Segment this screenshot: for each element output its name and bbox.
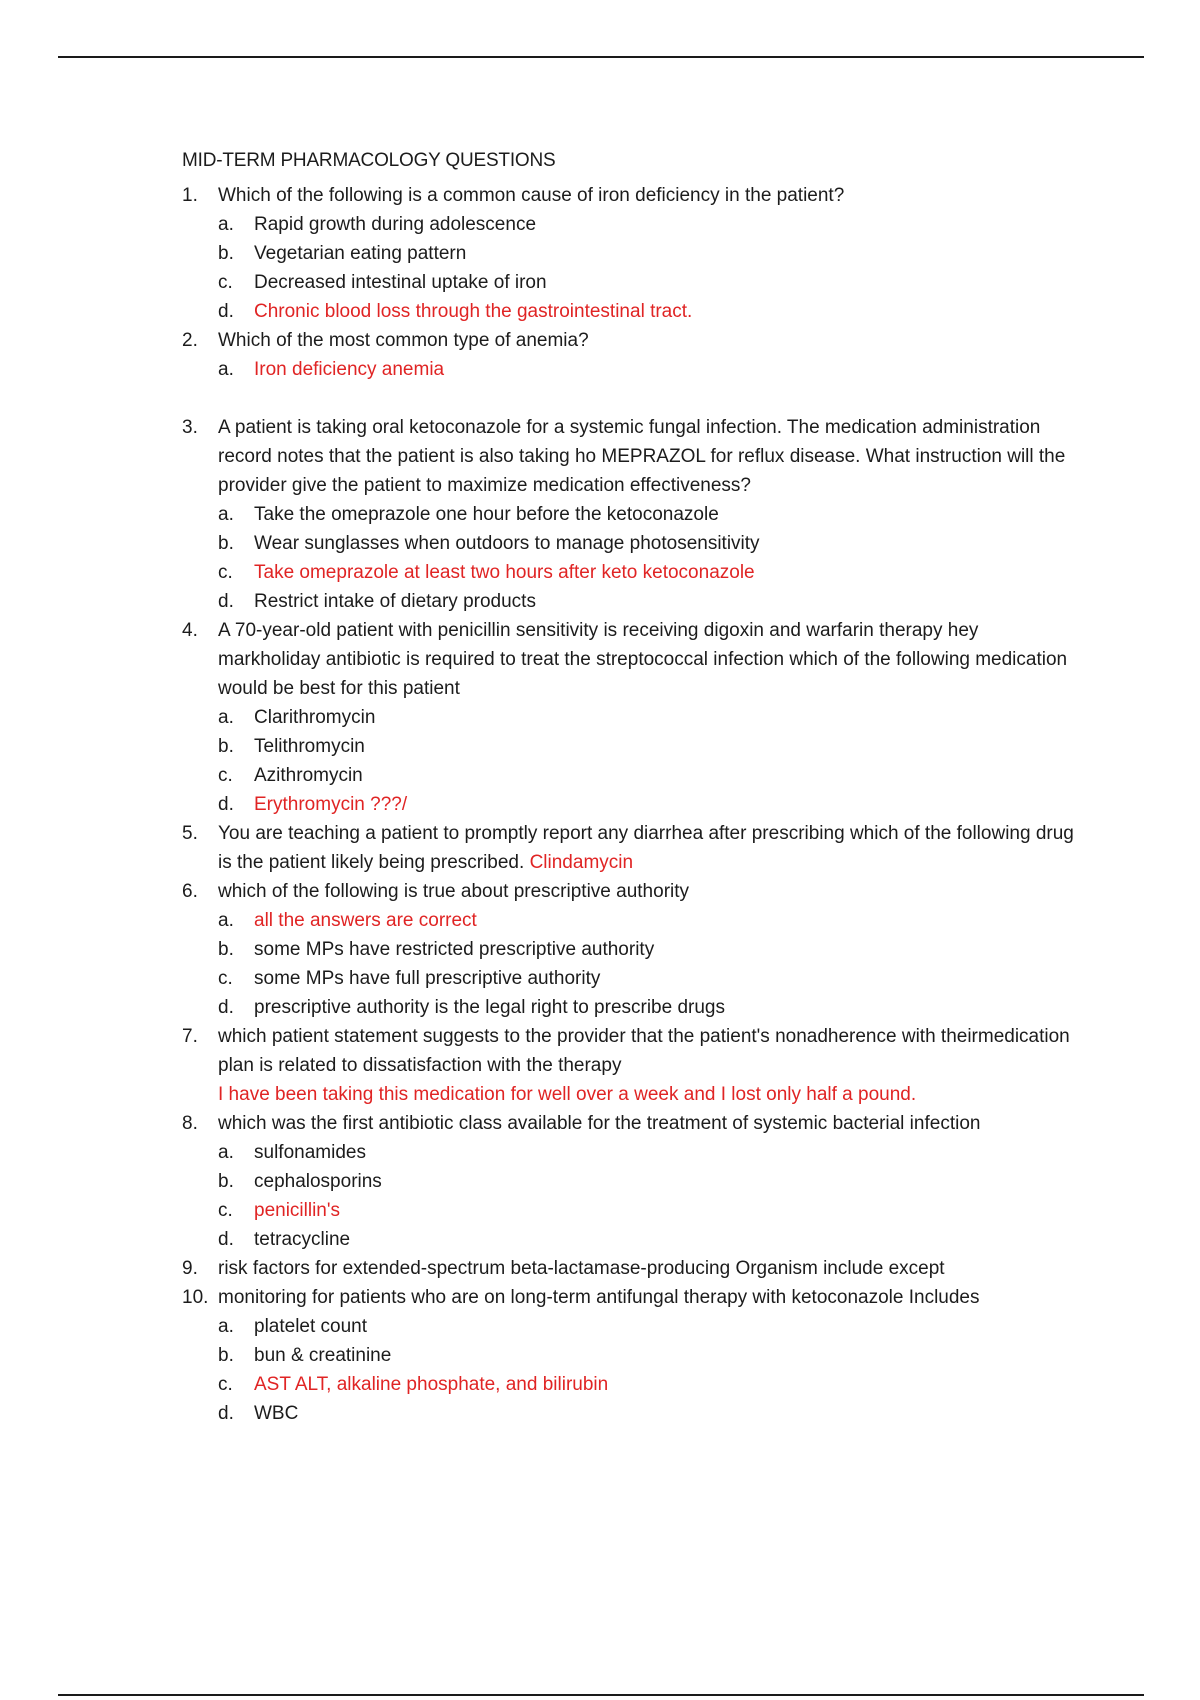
option-letter: c.	[218, 272, 233, 293]
option-answer	[182, 1196, 1082, 1225]
question-5	[182, 819, 1082, 877]
question-2	[182, 326, 1082, 355]
option	[182, 935, 1082, 964]
option-letter: b.	[218, 533, 234, 554]
option-letter: a.	[218, 504, 234, 525]
option-text: WBC	[254, 1403, 299, 1424]
option-letter: c.	[218, 968, 233, 989]
option	[182, 1341, 1082, 1370]
option-answer	[182, 355, 1082, 384]
question-4	[182, 616, 1082, 703]
option-letter: c.	[218, 562, 233, 583]
option-letter: a.	[218, 1316, 234, 1337]
answer-text: Erythromycin ???/	[254, 794, 408, 815]
option	[182, 1138, 1082, 1167]
question-9	[182, 1254, 1082, 1283]
option-letter: b.	[218, 736, 234, 757]
question-number: 6.	[182, 881, 198, 902]
option-letter: b.	[218, 939, 234, 960]
question-text: monitoring for patients who are on long-term antifungal therapy with ketoconazole Includes	[218, 1287, 980, 1308]
answer-text: AST ALT, alkaline phosphate, and bilirubin	[254, 1374, 609, 1395]
option	[182, 703, 1082, 732]
option	[182, 500, 1082, 529]
option-letter: c.	[218, 1374, 233, 1395]
option-text: Rapid growth during adolescence	[254, 214, 537, 235]
question-text: A 70-year-old patient with penicillin sensitivity is receiving digoxin and warfarin therapy hey markholiday antibiotic is required to treat the streptococcal infection which of the following medication would be best for this patient	[218, 620, 1068, 699]
question-number: 5.	[182, 823, 198, 844]
option-text: some MPs have restricted prescriptive authority	[254, 939, 655, 960]
spacer	[182, 384, 1082, 413]
question-7	[182, 1022, 1082, 1080]
top-rule	[58, 56, 1144, 58]
option-text: prescriptive authority is the legal right to prescribe drugs	[254, 997, 726, 1018]
question-6	[182, 877, 1082, 906]
option-text: tetracycline	[254, 1229, 351, 1250]
question-number: 7.	[182, 1026, 198, 1047]
option	[182, 761, 1082, 790]
option-letter: d.	[218, 1403, 234, 1424]
option-letter: a.	[218, 1142, 234, 1163]
answer-text: I have been taking this medication for well over a week and I lost only half a pound.	[218, 1084, 917, 1105]
question-text: A patient is taking oral ketoconazole for a systemic fungal infection. The medication administration record notes that the patient is also taking ho MEPRAZOL for reflux disease. What instruction will the provider give the patient to maximize medication effectiveness?	[218, 417, 1066, 496]
question-10	[182, 1283, 1082, 1312]
question-number: 1.	[182, 185, 198, 206]
option-text: Vegetarian eating pattern	[254, 243, 467, 264]
option	[182, 1167, 1082, 1196]
question-number: 9.	[182, 1258, 198, 1279]
option-letter: b.	[218, 1171, 234, 1192]
option-text: Clarithromycin	[254, 707, 376, 728]
question-number: 3.	[182, 417, 198, 438]
option-text: platelet count	[254, 1316, 368, 1337]
question-text: which of the following is true about prescriptive authority	[218, 881, 690, 902]
option	[182, 1312, 1082, 1341]
answer-text: Take omeprazole at least two hours after keto ketoconazole	[254, 562, 755, 583]
answer-text: penicillin's	[254, 1200, 341, 1221]
option-text: Azithromycin	[254, 765, 363, 786]
option-text: Restrict intake of dietary products	[254, 591, 536, 612]
answer-text: Iron deficiency anemia	[254, 359, 445, 380]
option-answer	[182, 1370, 1082, 1399]
option	[182, 1225, 1082, 1254]
page-title: MID-TERM PHARMACOLOGY QUESTIONS	[182, 150, 556, 171]
document-body	[182, 146, 1082, 1428]
option-answer	[182, 790, 1082, 819]
question-text-block	[218, 819, 1082, 877]
option	[182, 1399, 1082, 1428]
option-letter: d.	[218, 1229, 234, 1250]
option-text: cephalosporins	[254, 1171, 382, 1192]
question-text: Which of the most common type of anemia?	[218, 330, 589, 351]
option	[182, 268, 1082, 297]
option-text: Decreased intestinal uptake of iron	[254, 272, 547, 293]
option-text: bun & creatinine	[254, 1345, 392, 1366]
option-letter: a.	[218, 707, 234, 728]
answer-text: Chronic blood loss through the gastrointestinal tract.	[254, 301, 693, 322]
option-text: some MPs have full prescriptive authority	[254, 968, 601, 989]
bottom-rule	[58, 1694, 1144, 1696]
option-text: Telithromycin	[254, 736, 365, 757]
option-letter: a.	[218, 910, 234, 931]
option-letter: d.	[218, 997, 234, 1018]
option-text: Take the omeprazole one hour before the ketoconazole	[254, 504, 719, 525]
question-text: risk factors for extended-spectrum beta-lactamase-producing Organism include except	[218, 1258, 945, 1279]
option	[182, 993, 1082, 1022]
question-8	[182, 1109, 1082, 1138]
option-letter: b.	[218, 243, 234, 264]
answer-text: all the answers are correct	[254, 910, 477, 931]
option	[182, 732, 1082, 761]
question-text: You are teaching a patient to promptly report any diarrhea after prescribing which of the following drug is the patient likely being prescribed.	[218, 823, 1074, 873]
question-3	[182, 413, 1082, 500]
option-text: sulfonamides	[254, 1142, 366, 1163]
option-letter: d.	[218, 794, 234, 815]
question-text: which was the first antibiotic class available for the treatment of systemic bacterial infection	[218, 1113, 981, 1134]
option	[182, 529, 1082, 558]
option	[182, 239, 1082, 268]
option-letter: c.	[218, 765, 233, 786]
option-letter: c.	[218, 1200, 233, 1221]
option	[182, 964, 1082, 993]
question-text: Which of the following is a common cause of iron deficiency in the patient?	[218, 185, 845, 206]
option-answer	[182, 558, 1082, 587]
option-letter: b.	[218, 1345, 234, 1366]
option-letter: d.	[218, 301, 234, 322]
option-letter: a.	[218, 359, 234, 380]
option	[182, 210, 1082, 239]
question-number: 10.	[182, 1287, 209, 1308]
option-letter: d.	[218, 591, 234, 612]
option-text: Wear sunglasses when outdoors to manage photosensitivity	[254, 533, 760, 554]
option	[182, 587, 1082, 616]
question-1	[182, 181, 1082, 210]
option-answer	[182, 297, 1082, 326]
option-answer	[182, 906, 1082, 935]
question-text: which patient statement suggests to the provider that the patient's nonadherence with theirmedication plan is related to dissatisfaction with the therapy	[218, 1026, 1070, 1076]
question-number: 8.	[182, 1113, 198, 1134]
option-letter: a.	[218, 214, 234, 235]
answer-text: Clindamycin	[529, 852, 634, 873]
question-number: 2.	[182, 330, 198, 351]
question-number: 4.	[182, 620, 198, 641]
